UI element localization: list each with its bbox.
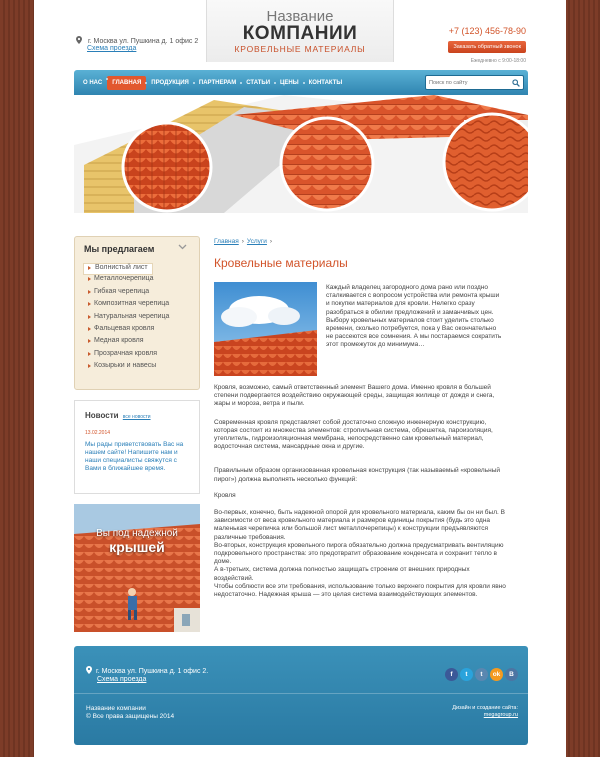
logo-line-2: КОМПАНИИ — [242, 23, 358, 44]
location-pin-icon — [76, 36, 82, 44]
footer-address: г. Москва ул. Пушкина д. 1 офис 2. — [96, 668, 209, 675]
twitter-icon[interactable]: t — [460, 668, 473, 681]
hero-banner — [74, 95, 528, 213]
promo-line-1: Вы под надежной — [96, 528, 178, 539]
search-box — [425, 75, 524, 90]
chevron-down-icon[interactable] — [178, 244, 187, 250]
nav-item-partners[interactable]: ПАРТНЕРАМ — [194, 80, 241, 86]
offer-item-transparent-roof[interactable]: Прозрачная кровля — [75, 350, 199, 362]
article-paragraph: Кровля, возможно, самый ответственный элемент Вашего дома. Именно кровля в большей степени подвергается воздействию окружающей среды, защищая жилище от дождя и снега, жары и мороза, ветра и пыли. — [214, 384, 495, 408]
offer-title: Мы предлагаем — [84, 244, 155, 254]
offer-panel — [74, 236, 200, 390]
roof-illustration — [74, 95, 528, 213]
facebook-icon[interactable]: f — [445, 668, 458, 681]
search-input[interactable] — [426, 76, 510, 89]
breadcrumb — [214, 238, 275, 245]
header-hours: Ежедневно с 9:00-18:00 — [470, 58, 526, 64]
article-subheading: Кровля — [214, 492, 236, 500]
footer-divider — [74, 693, 528, 694]
callback-button[interactable]: Заказать обратный звонок — [448, 41, 526, 53]
tumblr-icon[interactable]: t — [475, 668, 488, 681]
offer-item-seam-roof[interactable]: Фальцевая кровля — [75, 325, 199, 337]
main-nav — [74, 70, 528, 95]
header-map-link[interactable]: Схема проезда — [87, 45, 137, 52]
article-paragraph: А в-третьих, система должна полностью защищать строение от внешних природных воздействий. — [214, 566, 470, 582]
breadcrumb-home[interactable]: Главная — [214, 238, 239, 245]
news-heading — [85, 411, 199, 420]
logo[interactable] — [206, 0, 394, 62]
header-address-block — [76, 36, 198, 52]
search-icon[interactable] — [512, 79, 520, 87]
vkontakte-icon[interactable]: В — [505, 668, 518, 681]
promo-line-2: крышей — [109, 539, 165, 555]
news-date: 13.02.2014 — [85, 430, 111, 436]
article-paragraph: Современная кровля представляет собой достаточно сложную инженерную конструкцию, которая состоит из множества элементов: стропильная система, обрешетка, пароизоляция, утеплитель, гидроизоляционная мембрана, непосредственно сам кровельный материал, водосточная система, мансардные окна и другие. — [214, 418, 493, 451]
nav-item-prices[interactable]: ЦЕНЫ — [275, 80, 304, 86]
news-panel — [74, 400, 200, 494]
roof-photo — [214, 282, 317, 376]
page-title: Кровельные материалы — [214, 256, 348, 270]
page — [34, 0, 566, 757]
news-all-link[interactable]: все новости — [122, 414, 151, 420]
footer-map-link[interactable]: Схема проезда — [97, 676, 147, 683]
offer-item-natural-tile[interactable]: Натуральная черепица — [75, 313, 199, 325]
offer-item-metal-tile[interactable]: Металлочерепица — [75, 275, 199, 287]
news-title: Новости — [85, 411, 119, 420]
news-text[interactable]: Мы рады приветствовать Вас на нашем сайте! Напишите нам и наши специалисты свяжутся с Вами в ближайшее время. — [85, 441, 184, 472]
header-phone: +7 (123) 456-78-90 — [448, 26, 526, 36]
header-contacts — [448, 26, 526, 64]
social-links — [445, 668, 518, 681]
article-paragraph: Чтобы соблюсти все эти требования, использование только верхнего покрытия для кровли явно недостаточно. Надежная крыша — это целая система взаимодействующих элементов. — [214, 582, 506, 599]
footer-copyright-block — [86, 705, 174, 721]
logo-line-1: Название — [266, 8, 334, 25]
header-address: г. Москва ул. Пушкина д. 1 офис 2 — [87, 38, 199, 45]
footer-address-block — [86, 666, 208, 683]
footer-dev-text: Дизайн и создание сайта: — [452, 705, 518, 711]
nav-item-about[interactable]: О НАС — [83, 79, 103, 86]
footer-copyright: © Все права защищены 2014 — [86, 713, 175, 720]
footer — [74, 646, 528, 745]
logo-tagline: КРОВЕЛЬНЫЕ МАТЕРИАЛЫ — [234, 44, 366, 54]
footer-company: Название компании — [86, 705, 146, 712]
nav-item-articles[interactable]: СТАТЬИ — [241, 80, 275, 86]
intro-text: Каждый владелец загородного дома рано или поздно сталкивается с вопросом устройства или ремонта крыши и покупки материалов для кровли. Нелегко сразу разобраться в обилии предложений и заманчивых цен. Выбору кровельных материалов стоит уделить столько времени, сколько потребуется, пока у Вас окончательно не рассеются все сомнения. А мы постараемся сократить этот промежуток до минимума… — [326, 284, 502, 349]
roof-photo-image — [214, 282, 317, 376]
promo-image — [74, 504, 200, 632]
footer-developer — [452, 705, 518, 719]
nav-item-products[interactable]: ПРОДУКЦИЯ — [146, 80, 194, 86]
breadcrumb-separator-end: › — [269, 238, 273, 245]
offer-item-composite-tile[interactable]: Композитная черепица — [75, 300, 199, 312]
offer-item-wave-sheet[interactable]: Волнистый лист — [83, 263, 153, 275]
promo-banner[interactable] — [74, 504, 200, 632]
article-paragraph: Во-первых, конечно, быть надежной опорой для кровельного материала, каким бы он ни был. В зависимости от веса кровельного материала и размеров единицы покрытия (будь это одна маленькая черепичка или большой лист металлочерепицы) к конструкции предъявляются различные требования. — [214, 509, 505, 541]
article-paragraph: Во-вторых, конструкция кровельного пирога обязательно должна предусматривать вентиляцию подкровельного пространства: это предотвратит образование конденсата и сохранит тепло в доме. — [214, 541, 504, 566]
article-body — [214, 384, 508, 599]
offer-item-copper-roof[interactable]: Медная кровля — [75, 337, 199, 349]
nav-item-contacts[interactable]: КОНТАКТЫ — [304, 80, 348, 86]
breadcrumb-current[interactable]: Услуги — [246, 238, 267, 245]
odnoklassniki-icon[interactable]: ok — [490, 668, 503, 681]
article-paragraph: Правильным образом организованная кровельная конструкция (так называемый «кровельный пирог») должна выполнять несколько функций: — [214, 467, 500, 483]
location-pin-icon — [86, 666, 92, 674]
offer-item-flexible-tile[interactable]: Гибкая черепица — [75, 288, 199, 300]
nav-item-home[interactable]: ГЛАВНАЯ — [107, 76, 146, 90]
breadcrumb-separator: › — [241, 238, 244, 245]
footer-dev-link[interactable]: megagroup.ru — [483, 712, 518, 718]
offer-item-canopies[interactable]: Козырьки и навесы — [75, 362, 199, 374]
